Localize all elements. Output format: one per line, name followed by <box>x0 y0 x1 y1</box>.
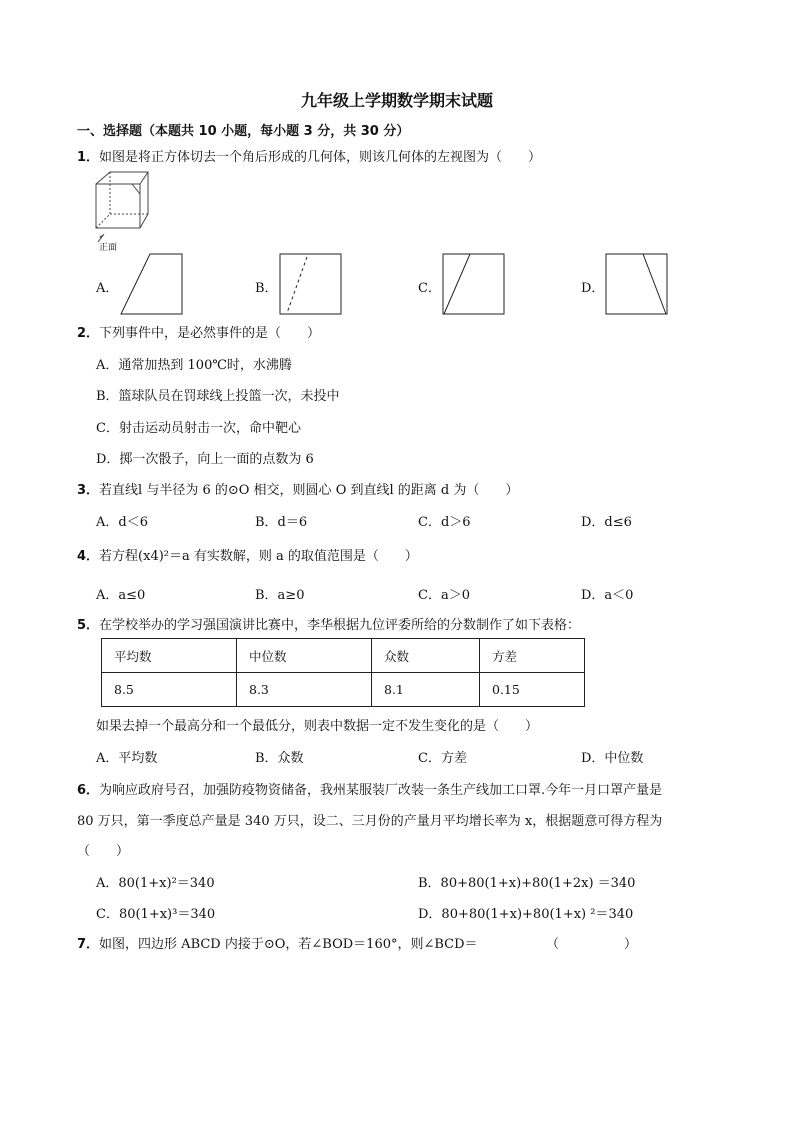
table-header-row <box>102 639 585 673</box>
option-d: D．d≤6 <box>581 515 632 530</box>
question-text: 若直线l 与半径为 6 的⊙O 相交，则圆心 O 到直线l 的距离 d 为（ ） <box>99 483 519 498</box>
option-c: C．d＞6 <box>418 515 471 530</box>
option-d: D．a＜0 <box>581 588 634 603</box>
option-a: A．d＜6 <box>96 515 148 530</box>
figure-label: 正面 <box>99 243 118 253</box>
option-a: A．a≤0 <box>96 588 146 603</box>
option-d: D．80+80(1+x)+80(1+x) ²＝340 <box>418 907 634 922</box>
option-c: C．80(1+x)³＝340 <box>96 907 216 922</box>
option-c: C．方差 <box>418 751 467 766</box>
answer-blank: （ ） <box>546 937 638 952</box>
question-5 <box>77 614 580 633</box>
question-text-line-1: 为响应政府号召，加强防疫物资储备，我州某服装厂改装一条生产线加工口罩.今年一月口罩产量是 <box>99 783 663 798</box>
table-header-cell: 平均数 <box>102 639 237 673</box>
question-text: 在学校举办的学习强国演讲比赛中，李华根据九位评委所给的分数制作了如下表格： <box>99 618 581 633</box>
option-d: D．中位数 <box>581 751 644 766</box>
question-2 <box>77 322 320 341</box>
question-text-line-3: （ ） <box>77 844 130 859</box>
stats-table <box>101 638 585 707</box>
table-cell: 8.5 <box>102 673 237 707</box>
question-number: 6． <box>77 783 100 798</box>
table-header-cell: 众数 <box>372 639 480 673</box>
option-a: A．通常加热到 100℃时，水沸腾 <box>96 358 292 373</box>
option-d: D． <box>581 281 605 296</box>
question-6 <box>77 779 662 798</box>
option-b: B．众数 <box>255 751 304 766</box>
option-b-figure <box>279 253 343 315</box>
option-b: B．80+80(1+x)+80(1+2x) ＝340 <box>418 876 636 891</box>
question-5-followup: 如果去掉一个最高分和一个最低分，则表中数据一定不发生变化的是（ ） <box>96 719 539 734</box>
page-title: 九年级上学期数学期末试题 <box>300 91 493 110</box>
question-text: 如图，四边形 ABCD 内接于⊙O，若∠BOD＝160°，则∠BCD＝ <box>99 937 478 952</box>
question-number: 5． <box>77 618 100 633</box>
option-c-figure <box>442 253 506 315</box>
question-text: 下列事件中，是必然事件的是（ ） <box>99 326 321 341</box>
option-a-figure <box>120 253 184 315</box>
table-cell: 8.3 <box>237 673 372 707</box>
question-number: 7． <box>77 937 100 952</box>
question-text: 若方程(x4)²＝a 有实数解，则 a 的取值范围是（ ） <box>99 549 418 564</box>
section-heading: 一、选择题（本题共 10 小题，每小题 3 分，共 30 分） <box>77 124 410 139</box>
question-number: 2． <box>77 326 100 341</box>
table-cell: 0.15 <box>480 673 585 707</box>
option-a: A． <box>96 281 119 296</box>
question-text-line-2: 80 万只，第一季度总产量是 340 万只，设二、三月份的产量月平均增长率为 x，根据题意可得方程为 <box>77 814 663 829</box>
option-c: C．a＞0 <box>418 588 470 603</box>
table-cell: 8.1 <box>372 673 480 707</box>
option-b: B． <box>255 281 278 296</box>
question-3 <box>77 479 518 498</box>
table-header-cell: 方差 <box>480 639 585 673</box>
table-header-cell: 中位数 <box>237 639 372 673</box>
option-a: A．平均数 <box>96 751 158 766</box>
question-1 <box>77 146 541 165</box>
option-b: B．d＝6 <box>255 515 308 530</box>
option-a: A．80(1+x)²＝340 <box>96 876 215 891</box>
question-number: 3． <box>77 483 100 498</box>
table-row <box>102 673 585 707</box>
question-number: 1． <box>77 150 100 165</box>
option-c: C． <box>418 281 441 296</box>
option-d: D．掷一次骰子，向上一面的点数为 6 <box>96 452 314 467</box>
question-4 <box>77 545 418 564</box>
question-text: 如图是将正方体切去一个角后形成的几何体，则该几何体的左视图为（ ） <box>99 150 542 165</box>
option-d-figure <box>605 253 669 315</box>
question-number: 4． <box>77 549 100 564</box>
option-b: B．a≥0 <box>255 588 305 603</box>
option-b: B．篮球队员在罚球线上投篮一次，未投中 <box>96 389 340 404</box>
option-c: C．射击运动员射击一次，命中靶心 <box>96 421 301 436</box>
question-7 <box>77 933 478 952</box>
